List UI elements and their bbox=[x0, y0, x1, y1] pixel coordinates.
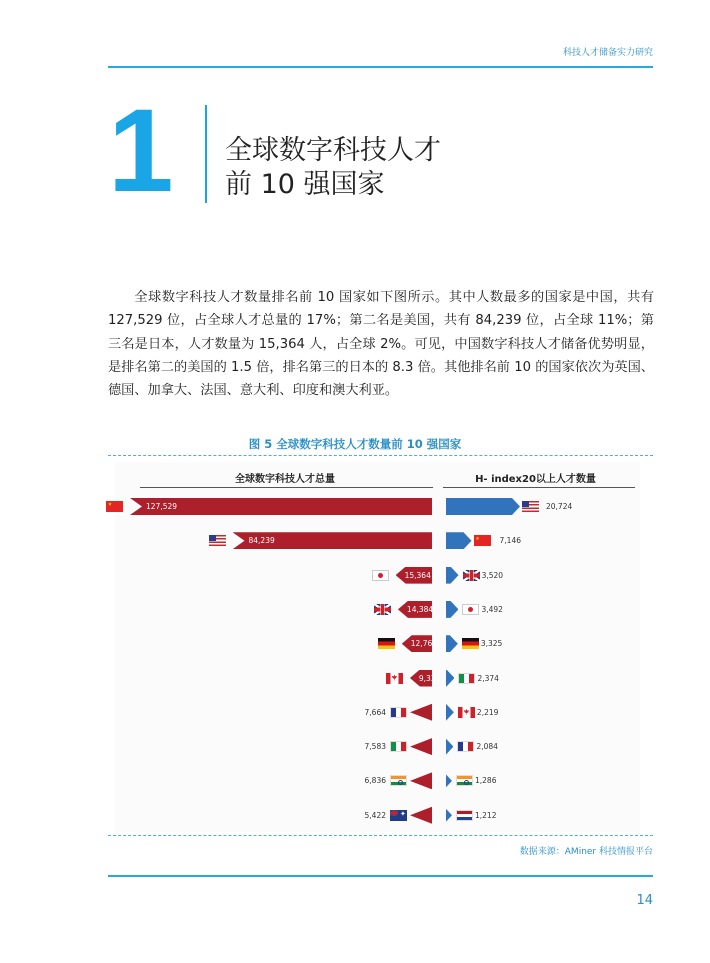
flag-us-icon bbox=[209, 535, 226, 546]
left-bar-label: 12,767 bbox=[410, 639, 438, 649]
right-bar-label: 1,212 bbox=[475, 810, 497, 820]
figure-source: 数据来源：AMiner 科技情报平台 bbox=[519, 847, 653, 857]
left-chart-header-rule bbox=[140, 487, 433, 488]
flag-in-icon bbox=[456, 775, 473, 786]
chapter-divider bbox=[205, 105, 207, 203]
left-bar-label: 9,325 bbox=[418, 673, 441, 683]
left-bar-label: 84,239 bbox=[248, 536, 275, 546]
right-chart-header-rule bbox=[443, 487, 635, 488]
chapter-title bbox=[225, 134, 441, 202]
flag-cn-icon bbox=[106, 501, 123, 512]
right-bar-label: 2,219 bbox=[476, 707, 499, 717]
header-rule bbox=[108, 66, 653, 68]
right-bar-label: 3,325 bbox=[480, 639, 503, 649]
flag-fr-icon bbox=[390, 707, 407, 718]
page-number: 14 bbox=[636, 893, 653, 908]
right-bar bbox=[446, 498, 520, 515]
running-header: 科技人才储备实力研究 bbox=[562, 48, 653, 58]
flag-it-icon bbox=[390, 741, 407, 752]
chapter-title-line1: 全球数字科技人才 bbox=[225, 135, 441, 166]
flag-fr-icon bbox=[457, 741, 474, 752]
right-bar-label: 20,724 bbox=[546, 502, 573, 511]
flag-nl-icon bbox=[456, 810, 473, 821]
flag-jp-icon bbox=[462, 604, 479, 615]
right-bar-label: 2,084 bbox=[476, 742, 498, 752]
body-paragraph-text: 全球数字科技人才数量排名前 10 国家如下图所示。其中人数最多的国家是中国，共有 127,529 位，占全球人才总量的 17%；第二名是美国，共有 84,239 位，占全球 11%；第三名是日本，人才数量为 15,364 人，占全球 2%。可见，中国数字科技人才储备优势明显，是排名第二的美国的 1.5 倍，排名第三的日本的 8.3 倍。其他排名前 10 的国家依次为英国、德国、加拿大、法国、意大利、印度和澳大利亚。 bbox=[108, 290, 654, 399]
flag-de-icon bbox=[462, 638, 479, 649]
chapter-title-line2: 前 10 强国家 bbox=[225, 169, 385, 200]
left-bar-label: 14,384 bbox=[406, 604, 434, 614]
left-chart-title: 全球数字科技人才总量 bbox=[235, 474, 335, 485]
figure-bottom-divider bbox=[108, 835, 653, 836]
right-bar-label: 3,520 bbox=[481, 570, 504, 580]
right-bar-label: 2,374 bbox=[477, 673, 499, 683]
flag-us-icon bbox=[522, 501, 539, 512]
flag-ca-icon bbox=[386, 673, 403, 684]
flag-au-icon bbox=[390, 810, 407, 821]
flag-cn-icon bbox=[474, 535, 491, 546]
flag-uk-icon bbox=[374, 604, 391, 615]
left-bar-label: 5,422 bbox=[364, 810, 386, 820]
flag-jp-icon bbox=[372, 570, 389, 581]
left-bar-label: 6,836 bbox=[364, 776, 386, 786]
left-bar-label: 15,364 bbox=[404, 570, 431, 580]
body-paragraph bbox=[108, 286, 654, 402]
chapter-number: 1 bbox=[108, 85, 174, 217]
flag-ca-icon bbox=[458, 707, 475, 718]
footer-rule bbox=[108, 875, 653, 877]
right-bar-label: 1,286 bbox=[475, 776, 497, 786]
right-bar-label: 7,146 bbox=[499, 536, 521, 546]
flag-uk-icon bbox=[463, 570, 480, 581]
figure-top-divider bbox=[108, 455, 653, 456]
right-bar-label: 3,492 bbox=[481, 604, 503, 614]
flag-de-icon bbox=[378, 638, 395, 649]
left-bar-label: 7,664 bbox=[364, 707, 386, 717]
left-bar-label: 7,583 bbox=[364, 742, 386, 752]
flag-in-icon bbox=[390, 775, 407, 786]
flag-it-icon bbox=[458, 673, 475, 684]
left-bar-label: 127,529 bbox=[146, 502, 178, 511]
figure-title: 图 5 全球数字科技人才数量前 10 强国家 bbox=[248, 437, 462, 451]
right-chart-title: H- index20以上人才数量 bbox=[475, 474, 596, 485]
